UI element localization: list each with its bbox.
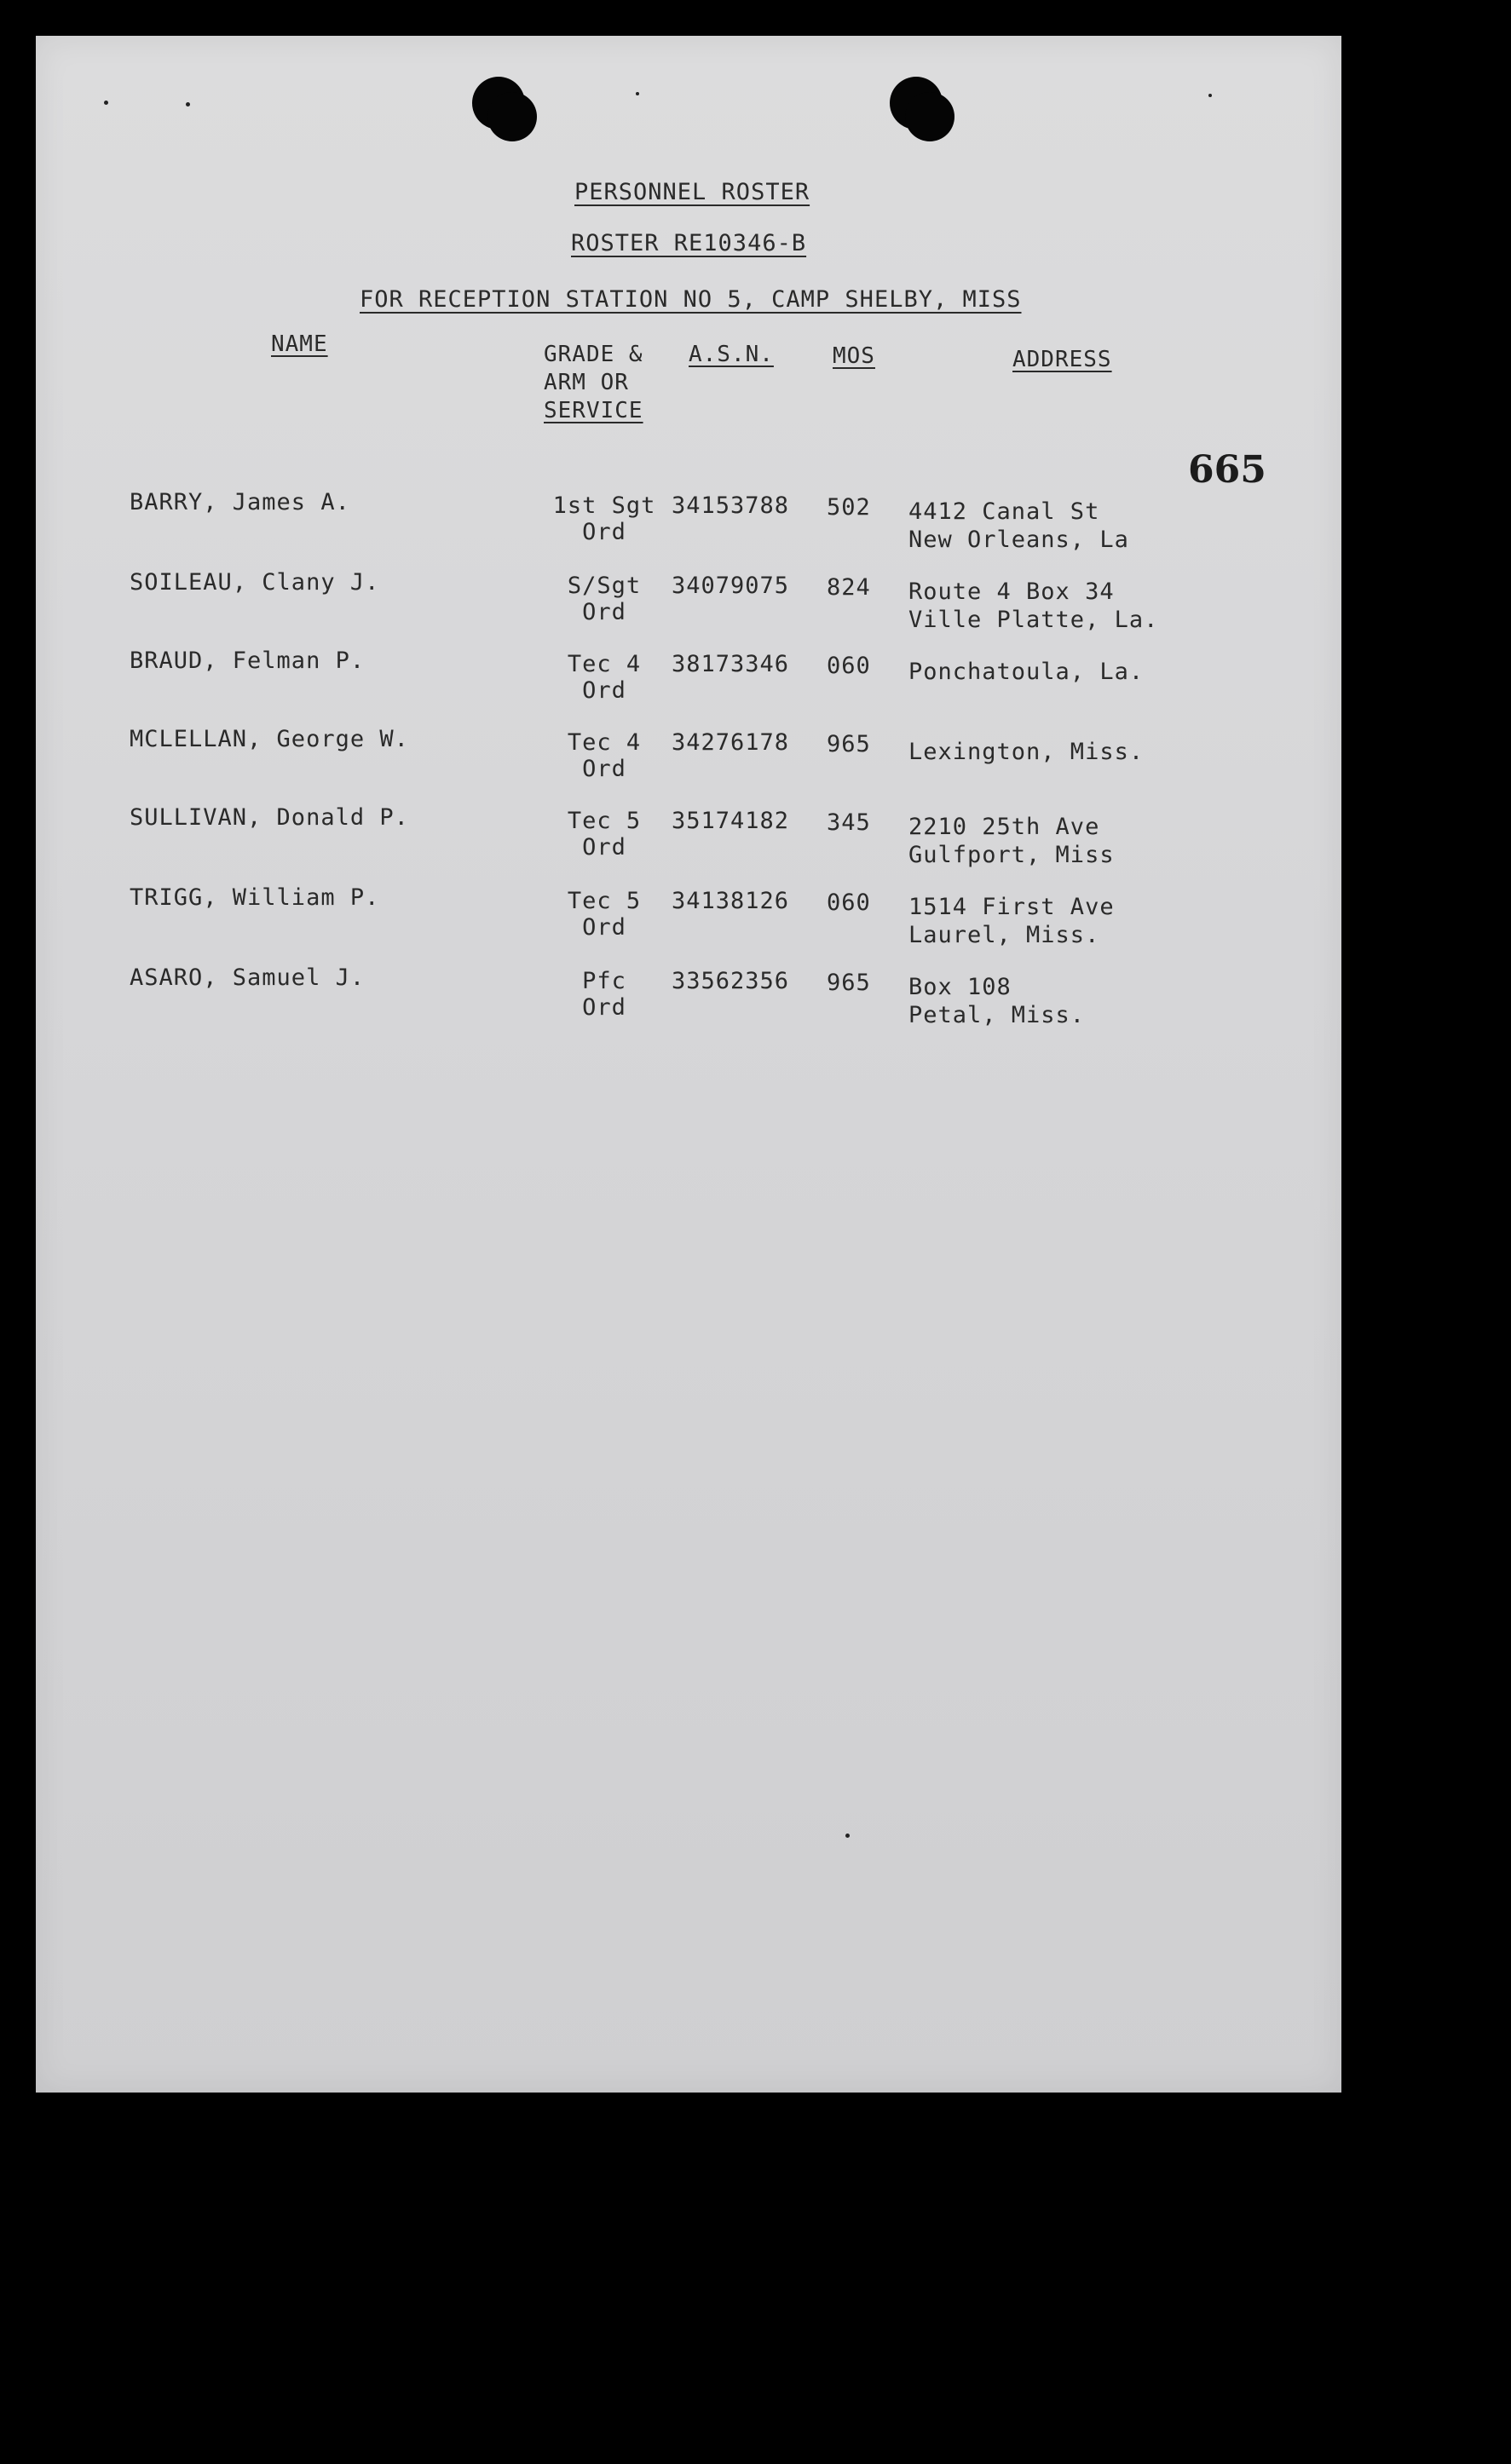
- page-number: 665: [1188, 448, 1266, 492]
- row-asn: 34153788: [672, 492, 790, 519]
- row-grade-rank: Tec 4: [567, 729, 642, 756]
- table-row: [36, 569, 1341, 646]
- row-service: Ord: [582, 519, 626, 545]
- column-header-asn: [689, 341, 774, 369]
- row-grade-rank: Tec 5: [567, 808, 642, 834]
- row-name: BRAUD, Felman P.: [130, 648, 366, 674]
- column-header-grade-line3: SERVICE: [544, 398, 643, 423]
- row-name: TRIGG, William P.: [130, 884, 380, 911]
- row-address: [908, 658, 1144, 686]
- column-header-grade-line1: GRADE &: [544, 342, 643, 367]
- column-header-address: [1012, 346, 1112, 374]
- row-address: [908, 893, 1115, 949]
- table-row: [36, 884, 1341, 961]
- document-title: PERSONNEL ROSTER: [574, 179, 810, 205]
- row-address-line2: Gulfport, Miss: [908, 842, 1115, 868]
- row-address-line1: 4412 Canal St: [908, 498, 1100, 525]
- row-name: BARRY, James A.: [130, 489, 350, 515]
- column-header-grade-line2: ARM OR: [544, 370, 629, 395]
- row-name: ASARO, Samuel J.: [130, 964, 366, 991]
- row-address: [908, 813, 1115, 869]
- row-address-line1: Route 4 Box 34: [908, 579, 1115, 605]
- column-header-asn-label: A.S.N.: [689, 342, 774, 367]
- row-asn: 34276178: [672, 729, 790, 756]
- table-row: [36, 489, 1341, 566]
- paper-speck: [186, 102, 190, 107]
- row-asn: 38173346: [672, 651, 790, 677]
- paper-speck: [636, 92, 639, 95]
- row-service: Ord: [582, 914, 626, 941]
- row-name: SOILEAU, Clany J.: [130, 569, 380, 596]
- row-address: [908, 498, 1129, 554]
- row-grade: [540, 573, 668, 625]
- row-service: Ord: [582, 599, 626, 625]
- punch-hole-left: [472, 77, 525, 130]
- table-row: [36, 964, 1341, 1041]
- row-address-line2: New Orleans, La: [908, 527, 1129, 553]
- row-grade: [540, 492, 668, 545]
- row-address: [908, 738, 1144, 766]
- paper-speck: [104, 101, 108, 105]
- row-grade: [540, 888, 668, 941]
- row-grade: [540, 651, 668, 704]
- column-header-address-label: ADDRESS: [1012, 347, 1112, 372]
- roster-id: ROSTER RE10346-B: [571, 230, 807, 256]
- row-grade: [540, 968, 668, 1021]
- row-address-line1: 1514 First Ave: [908, 894, 1115, 920]
- document-page: [36, 36, 1341, 2093]
- paper-speck: [1208, 94, 1212, 97]
- column-header-mos-label: MOS: [833, 343, 875, 369]
- table-row: [36, 804, 1341, 881]
- row-address: [908, 578, 1158, 634]
- paper-speck: [845, 1834, 850, 1838]
- column-header-name: [271, 331, 328, 359]
- table-row: [36, 648, 1341, 724]
- row-service: Ord: [582, 834, 626, 861]
- row-mos: 965: [827, 731, 871, 757]
- column-header-mos: [833, 343, 875, 371]
- row-mos: 345: [827, 809, 871, 836]
- document-subtitle: FOR RECEPTION STATION NO 5, CAMP SHELBY, MISS: [360, 286, 1022, 313]
- row-asn: 34138126: [672, 888, 790, 914]
- row-mos: 824: [827, 574, 871, 601]
- row-grade: [540, 729, 668, 782]
- row-address-line2: Laurel, Miss.: [908, 922, 1100, 948]
- row-mos: 060: [827, 889, 871, 916]
- row-address-line1: Ponchatoula, La.: [908, 659, 1145, 685]
- column-header-grade: [544, 341, 643, 425]
- row-asn: 33562356: [672, 968, 790, 994]
- row-service: Ord: [582, 994, 626, 1021]
- row-mos: 965: [827, 970, 871, 996]
- row-mos: 502: [827, 494, 871, 521]
- row-service: Ord: [582, 756, 626, 782]
- row-grade-rank: Tec 4: [567, 651, 642, 677]
- row-address-line1: 2210 25th Ave: [908, 814, 1100, 840]
- row-name: MCLELLAN, George W.: [130, 726, 409, 752]
- column-header-name-label: NAME: [271, 331, 328, 357]
- row-address-line1: Box 108: [908, 974, 1012, 1000]
- table-row: [36, 726, 1341, 803]
- row-asn: 34079075: [672, 573, 790, 599]
- row-grade-rank: Pfc: [582, 968, 626, 994]
- punch-hole-right: [890, 77, 943, 130]
- row-address: [908, 973, 1085, 1029]
- row-name: SULLIVAN, Donald P.: [130, 804, 409, 831]
- row-grade-rank: S/Sgt: [567, 573, 642, 599]
- row-grade-rank: Tec 5: [567, 888, 642, 914]
- row-address-line2: Ville Platte, La.: [908, 607, 1159, 633]
- row-grade: [540, 808, 668, 861]
- row-asn: 35174182: [672, 808, 790, 834]
- row-mos: 060: [827, 653, 871, 679]
- row-grade-rank: 1st Sgt: [552, 492, 656, 519]
- row-service: Ord: [582, 677, 626, 704]
- row-address-line2: Petal, Miss.: [908, 1002, 1086, 1028]
- row-address-line1: Lexington, Miss.: [908, 739, 1145, 765]
